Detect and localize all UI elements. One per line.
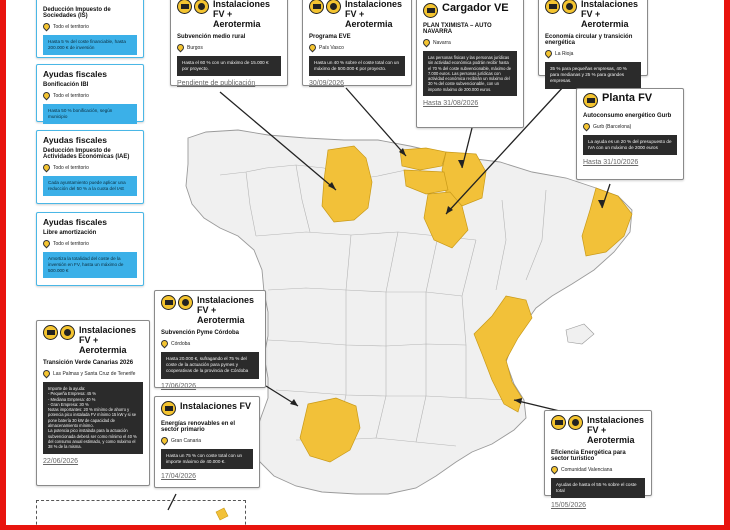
card-header <box>309 0 405 29</box>
card-date[interactable]: 17/06/2026 <box>161 382 197 390</box>
pin-icon <box>160 339 170 349</box>
fiscal-description: Amortiza la totalidad del coste de la inversión en FV, hasta un máximo de 500.000 € <box>43 252 137 278</box>
card-description <box>43 382 143 454</box>
card-icons <box>309 0 341 14</box>
pin-icon <box>42 22 52 32</box>
fiscal-location <box>43 164 137 171</box>
card-description: La ayuda es un 20 % del presupuesto de IVA con un máximo de 2000 euros <box>583 135 677 155</box>
pin-icon <box>422 38 432 48</box>
pin-icon <box>308 43 318 53</box>
card-date[interactable]: Pendiente de publicación <box>177 80 256 88</box>
card-header <box>545 0 641 29</box>
card-cordoba[interactable] <box>154 290 266 388</box>
card-header <box>583 93 677 108</box>
card-subtitle: Economía circular y transición energética <box>545 34 633 46</box>
card-title: Instalaciones FV + Aerotermia <box>345 0 403 29</box>
heat-pump-icon <box>326 0 341 14</box>
card-icons <box>551 415 583 430</box>
card-header <box>161 295 259 325</box>
card-location <box>551 466 645 473</box>
card-description: Hasta 20.000 €, sufragando el 75 % del coste de la actuación para pymes y cooperativas de la provincia de Córdoba <box>161 352 259 379</box>
card-location-label: Navarra <box>433 39 451 46</box>
fiscal-title: Ayudas fiscales <box>43 69 107 79</box>
card-location <box>545 50 641 57</box>
card-title: Instalaciones FV + Aerotermia <box>79 325 137 355</box>
pin-icon <box>544 49 554 59</box>
pin-icon <box>550 465 560 475</box>
card-location <box>177 44 281 51</box>
card-date[interactable]: Hasta 31/10/2026 <box>583 159 639 167</box>
card-description: Ayudas de hasta el 55 % sobre el coste total <box>551 478 645 498</box>
card-title: Planta FV <box>602 92 653 104</box>
heat-pump-icon <box>562 0 577 14</box>
fiscal-card-amortizacion[interactable] <box>36 212 144 286</box>
card-location <box>309 44 405 51</box>
card-navarra[interactable] <box>416 0 524 128</box>
card-grancanaria[interactable] <box>154 396 260 488</box>
card-description: 35 % para pequeñas empresas, 40 % para medianas y 25 % para grandes empresas. <box>545 62 641 89</box>
solar-panel-icon <box>309 0 324 14</box>
card-header <box>161 401 253 416</box>
card-subtitle: Autoconsumo energético Gurb <box>583 113 672 119</box>
card-location-label: Comunidad Valenciana <box>561 466 613 473</box>
canarias-inset-box <box>36 500 246 525</box>
card-icons <box>423 3 438 18</box>
pin-icon <box>42 239 52 249</box>
desc-line: - Pequeña Empresa: 45 % <box>48 391 97 397</box>
desc-line: Importe de la ayuda: <box>48 386 86 391</box>
card-eve[interactable] <box>302 0 412 86</box>
card-description: Hasta un 75 % con coste total con un importe máximo de 40.000 €. <box>161 449 253 469</box>
region-burgos[interactable] <box>322 146 372 222</box>
card-location <box>161 340 259 347</box>
fiscal-location-label: Todo el territorio <box>53 164 89 171</box>
desc-line: - Mediana Empresa: 40 % <box>48 396 96 402</box>
solar-panel-icon <box>161 401 176 416</box>
card-icons <box>43 325 75 340</box>
fiscal-subtitle: Libre amortización <box>43 230 97 236</box>
card-header <box>177 0 281 29</box>
fiscal-location <box>43 23 137 30</box>
fiscal-subtitle: Bonificación IBI <box>43 82 89 88</box>
fiscal-description: Hasta 5 % del coste financiable, hasta 200.000 € de inversión <box>43 35 137 55</box>
card-title: Instalaciones FV + Aerotermia <box>197 295 255 325</box>
solar-panel-icon <box>545 0 560 14</box>
solar-panel-icon <box>161 295 176 310</box>
card-icons <box>161 401 176 416</box>
region-pais-vasco[interactable] <box>400 148 446 170</box>
heat-pump-icon <box>568 415 583 430</box>
fiscal-card-is[interactable] <box>36 0 144 58</box>
pin-icon <box>582 122 592 132</box>
fiscal-location-label: Todo el territorio <box>53 92 89 99</box>
card-subtitle: Programa EVE <box>309 34 351 40</box>
pin-icon <box>176 43 186 53</box>
pin-icon <box>160 436 170 446</box>
solar-panel-icon <box>43 325 58 340</box>
card-icons <box>161 295 193 310</box>
fiscal-location <box>43 240 137 247</box>
solar-panel-icon <box>551 415 566 430</box>
pin-icon <box>42 91 52 101</box>
card-date[interactable]: 30/09/2026 <box>309 80 345 88</box>
fiscal-card-ibi[interactable] <box>36 64 144 122</box>
heat-pump-icon <box>194 0 209 14</box>
card-header <box>423 3 517 18</box>
card-subtitle: Transición Verde Canarias 2026 <box>43 360 134 366</box>
card-header <box>43 325 143 355</box>
fiscal-location <box>43 92 137 99</box>
heat-pump-icon <box>60 325 75 340</box>
fiscal-title: Ayudas fiscales <box>43 217 107 227</box>
card-date[interactable]: 22/06/2026 <box>43 457 79 465</box>
ev-charger-icon <box>423 3 438 18</box>
card-rioja[interactable] <box>538 0 648 84</box>
card-description: Hasta un 40 % sobre el coste total con un máximo de 500.000 € por proyecto. <box>309 56 405 76</box>
card-burgos[interactable] <box>170 0 288 86</box>
card-icons <box>545 0 577 14</box>
solar-panel-icon <box>583 93 598 108</box>
card-location <box>161 437 253 444</box>
card-location-label: La Rioja <box>555 50 574 57</box>
card-icons <box>177 0 209 14</box>
card-title: Instalaciones FV + Aerotermia <box>213 0 271 29</box>
card-gurb[interactable] <box>576 88 684 180</box>
card-subtitle: Eficiencia Energética para sector turístico <box>551 450 626 462</box>
page-frame <box>6 0 724 525</box>
fiscal-card-iae[interactable] <box>36 130 144 204</box>
card-location-label: Gran Canaria <box>171 437 202 444</box>
card-location-label: País Vasco <box>319 44 344 51</box>
heat-pump-icon <box>178 295 193 310</box>
card-header <box>551 415 645 445</box>
fiscal-location-label: Todo el territorio <box>53 240 89 247</box>
card-location-label: Burgos <box>187 44 203 51</box>
fiscal-description: Cada ayuntamiento puede aplicar una reducción del 50 % a la cuota del IAE <box>43 176 137 196</box>
card-location <box>43 370 143 377</box>
desc-line: Notas importantes: 20 % mínimo de ahorro y potencia pico instalada FV mínimo 15 kW y si se pone batería 30 kW de capacidad de almacenamiento mínimo. <box>48 407 137 429</box>
fiscal-location-label: Todo el territorio <box>53 23 89 30</box>
card-location-label: Las Palmas y Santa Cruz de Tenerife <box>53 370 136 377</box>
card-date[interactable]: 15/05/2026 <box>551 502 587 510</box>
solar-panel-icon <box>177 0 192 14</box>
card-icons <box>583 93 598 108</box>
card-canarias[interactable] <box>36 320 150 486</box>
card-description: Hasta el 60 % con un máximo de 15.000 € por proyecto. <box>177 56 281 76</box>
card-valenciana[interactable] <box>544 410 652 510</box>
card-location-label: Gurb (Barcelona) <box>593 123 632 130</box>
card-subtitle: PLAN TXIMISTA – AUTO NAVARRA <box>423 23 492 35</box>
card-subtitle: Subvención medio rural <box>177 34 246 40</box>
card-location <box>423 39 517 46</box>
desc-line: La potencia pico instalada para la actuación subvencionada deberá ser como mínimo el 40 % del consumo anual estimado, y como máximo el 38 % de la misma. <box>48 428 137 450</box>
card-location-label: Córdoba <box>171 340 191 347</box>
pin-icon <box>42 163 52 173</box>
card-date[interactable]: 17/04/2026 <box>161 473 197 481</box>
region-baleares <box>566 324 594 344</box>
fiscal-subtitle: Deducción Impuesto de Sociedades (IS) <box>43 7 111 19</box>
card-subtitle: Subvención Pyme Córdoba <box>161 330 240 336</box>
card-title: Instalaciones FV + Aerotermia <box>587 415 645 445</box>
card-title: Instalaciones FV + Aerotermia <box>581 0 639 29</box>
card-location <box>583 123 677 130</box>
card-subtitle: Energías renovables en el sector primario <box>161 421 236 433</box>
pin-icon <box>42 369 52 379</box>
card-title: Cargador VE <box>442 2 509 14</box>
fiscal-title: Ayudas fiscales <box>43 135 107 145</box>
fiscal-description: Hasta 50 % bonificación, según municipio <box>43 104 137 124</box>
card-description: Las personas físicas y las personas jurídicas sin actividad económica podrán recibir hasta el 70 % del coste subvencionable, máximo de 7.000 euros. Las personas jurídicas con actividad económica recibirán un máximo del 30 % del coste subvencionable, con un importe máximo de 200.000 euros. <box>423 51 517 96</box>
card-date[interactable]: Hasta 31/08/2026 <box>423 100 479 108</box>
fiscal-subtitle: Deducción Impuesto de Actividades Económicas (IAE) <box>43 148 130 160</box>
desc-line: - Gran Empresa: 30 % <box>48 401 89 407</box>
card-title: Instalaciones FV <box>180 401 252 411</box>
